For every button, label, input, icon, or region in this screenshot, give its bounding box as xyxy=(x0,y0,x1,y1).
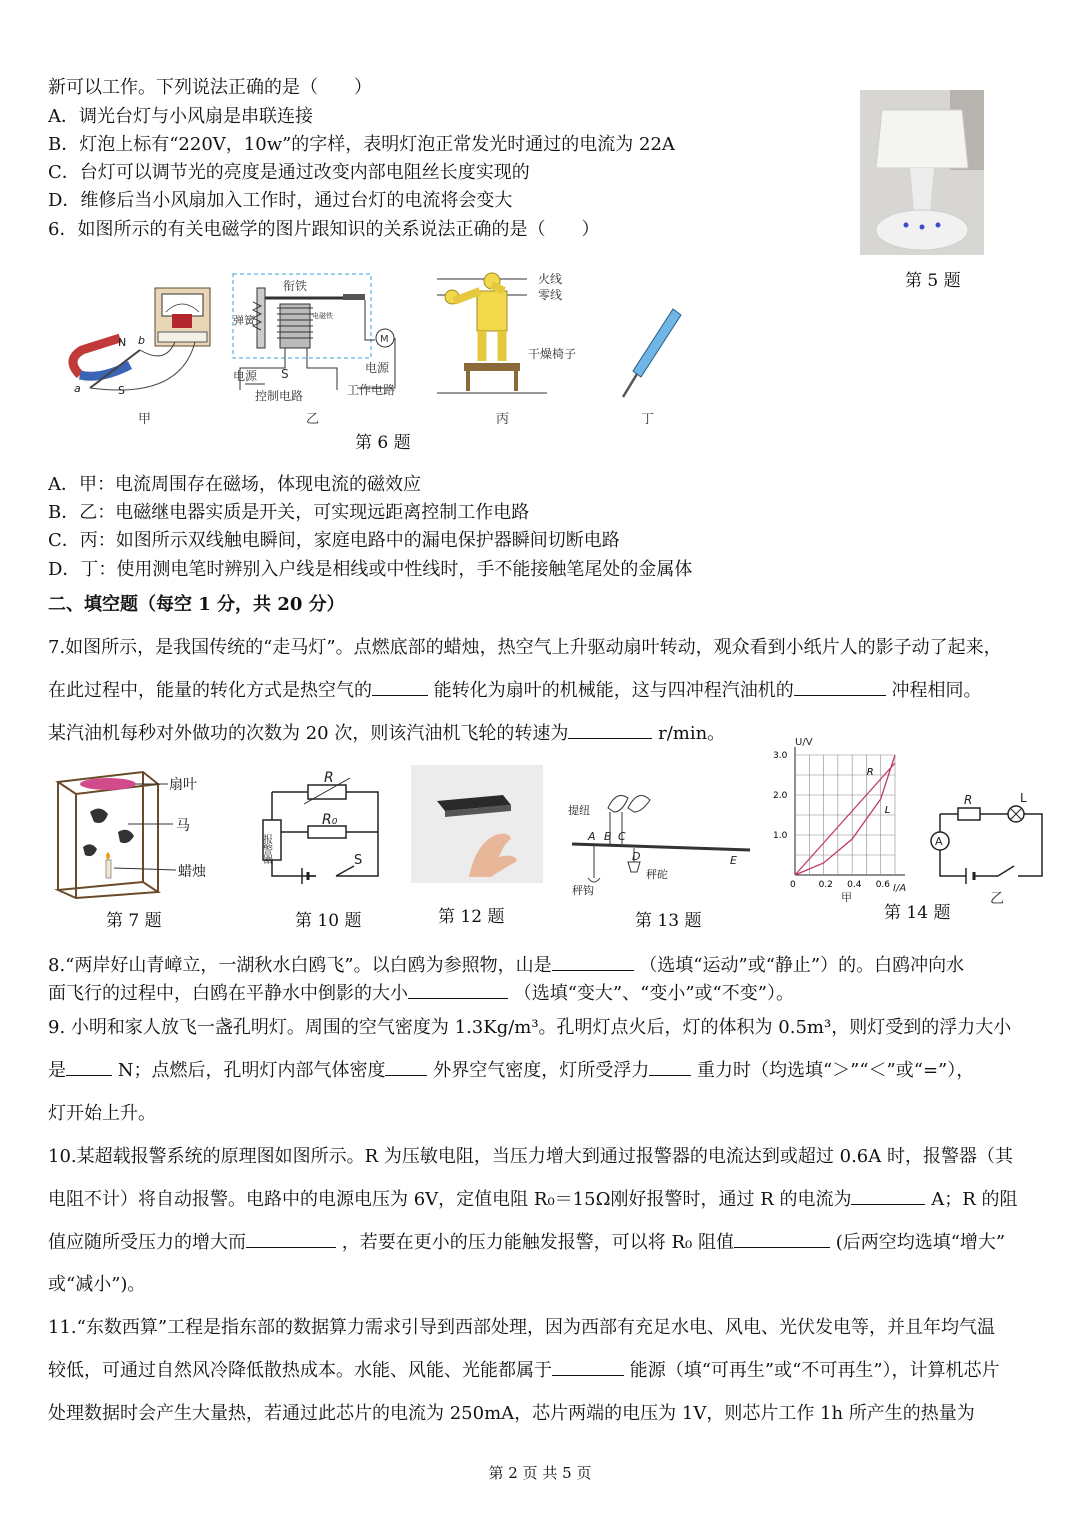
q13-b-label: B xyxy=(604,830,612,843)
q13-caption: 第 13 题 xyxy=(635,911,702,931)
yi-motor-label: M xyxy=(380,334,389,345)
fig-jia-label: 甲 xyxy=(138,412,152,427)
q10-line4: 或“减小”)。 xyxy=(48,1274,146,1295)
fig-jia xyxy=(60,280,220,405)
q14-y-tick: 2.0 xyxy=(773,791,788,801)
q14-x-tick: 0.6 xyxy=(875,880,891,890)
q9-blank-1[interactable] xyxy=(66,1057,112,1076)
fig-q10-circuit xyxy=(258,768,398,896)
fig-ding-label: 丁 xyxy=(641,412,655,427)
q13-c-label: C xyxy=(618,830,626,843)
yi-armature-label: 衔铁 xyxy=(283,279,308,293)
q10-r-label: R xyxy=(324,770,334,786)
q8-line2: 面飞行的过程中，白鸥在平静水中倒影的大小 （选填“变大”、“变小”或“不变”）。 xyxy=(48,980,794,1008)
q11-line2: 较低，可通过自然风冷降低散热成本。水能、风能、光能都属于 能源（填“可再生”或“不可再生”），计算机芯片 xyxy=(48,1357,1000,1385)
lamp-photo xyxy=(860,90,984,255)
q14-series-label-R: R xyxy=(866,767,874,778)
q9-line3: 灯开始上升。 xyxy=(48,1103,156,1124)
q8-blank-1[interactable] xyxy=(552,952,634,971)
fig-yi-label: 乙 xyxy=(306,412,320,427)
fig-q12-photo xyxy=(411,765,543,883)
q5-stem-tail: 新可以工作。下列说法正确的是（ ） xyxy=(48,77,372,98)
q14-circuit-a-label: A xyxy=(935,835,943,848)
yi-spring-label: 弹簧 xyxy=(233,314,255,327)
q14-series-label-L: L xyxy=(884,805,891,816)
q10-s-label: S xyxy=(354,853,363,868)
q7-line2: 在此过程中，能量的转化方式是热空气的 能转化为扇叶的机械能，这与四冲程汽油机的 冲程相同。 xyxy=(48,677,981,705)
q14-y-tick: 1.0 xyxy=(773,831,788,841)
jia-b-label: b xyxy=(138,334,145,347)
jia-a-label: a xyxy=(74,382,81,395)
q14-ylabel: U/V xyxy=(795,737,813,748)
q10-blank-2[interactable] xyxy=(246,1229,336,1248)
q10-blank-1[interactable] xyxy=(851,1186,925,1205)
q6-option-d: D．丁：使用测电笔时辨别入户线是相线或中性线时，手不能接触笔尾处的金属体 xyxy=(48,559,693,580)
q7-line3: 某汽油机每秒对外做功的次数为 20 次，则该汽油机飞轮的转速为 r/min。 xyxy=(48,720,725,748)
q7-blank-3[interactable] xyxy=(568,720,652,739)
fig-q14-circuit xyxy=(922,790,1050,890)
q10-caption: 第 10 题 xyxy=(295,911,362,931)
q7-blank-1[interactable] xyxy=(372,677,428,696)
q5-option-b: B．灯泡上标有“220V，10w”的字样，表明灯泡正常发光时通过的电流为 22A xyxy=(48,134,675,155)
q10-line3: 值应随所受压力的增大而 ，若要在更小的压力能触发报警，可以将 R₀ 阻值 (后两空均选填“增大” xyxy=(48,1229,1005,1257)
q11-line3: 处理数据时会产生大量热，若通过此芯片的电流为 250mA，芯片两端的电压为 1V，则芯片工作 1h 所产生的热量为 xyxy=(48,1403,975,1424)
q9-line2: 是 N；点燃后，孔明灯内部气体密度 外界空气密度，灯所受浮力 重力时（均选填“＞”“＜”或“=”）， xyxy=(48,1057,974,1085)
q14-caption: 第 14 题 xyxy=(884,903,951,923)
jia-n-label: N xyxy=(118,336,127,349)
jia-s-label: S xyxy=(118,384,125,397)
q7-caption: 第 7 题 xyxy=(106,911,162,931)
q13-weight-label: 秤砣 xyxy=(646,868,668,881)
q6-caption: 第 6 题 xyxy=(355,433,411,453)
q14-circuit-r-label: R xyxy=(964,793,973,807)
bing-neutral-label: 零线 xyxy=(538,288,563,302)
yi-switch-label: S xyxy=(281,367,289,381)
fig-q14-chart xyxy=(765,735,915,903)
q5-option-a: A．调光台灯与小风扇是串联连接 xyxy=(48,106,313,127)
q7-candle-label: 蜡烛 xyxy=(178,864,206,880)
fig-q13-steelyard xyxy=(560,768,755,898)
q6-stem: 6．如图所示的有关电磁学的图片跟知识的关系说法正确的是（ ） xyxy=(48,219,600,240)
q14-x-tick: 0 xyxy=(790,880,796,890)
q14-y-tick: 3.0 xyxy=(773,751,788,761)
fig-bing-label: 丙 xyxy=(496,412,510,427)
fig-yi xyxy=(225,272,415,407)
fig-ding xyxy=(615,305,685,400)
yi-work-label: 工作电路 xyxy=(347,383,396,397)
bing-chair-label: 干燥椅子 xyxy=(528,347,577,361)
q9-blank-2[interactable] xyxy=(385,1057,427,1076)
q10-line2: 电阻不计）将自动报警。电路中的电源电压为 6V，定值电阻 R₀＝15Ω刚好报警时，通过 R 的电流为 A；R 的阻 xyxy=(48,1186,1018,1214)
q9-line1: 9. 小明和家人放飞一盏孔明灯。周围的空气密度为 1.3Kg/m³。孔明灯点火后，灯的体积为 0.5m³，则灯受到的浮力大小 xyxy=(48,1017,1012,1038)
q13-e-label: E xyxy=(730,854,737,867)
q7-line1: 7.如图所示，是我国传统的“走马灯”。点燃底部的蜡烛，热空气上升驱动扇叶转动，观众看到小纸片人的影子动了起来， xyxy=(48,637,1002,658)
q5-option-d: D．维修后当小风扇加入工作时，通过台灯的电流将会变大 xyxy=(48,190,513,211)
q10-r0-label: R₀ xyxy=(322,812,338,828)
yi-power2-label: 电源 xyxy=(365,361,390,375)
q6-option-b: B．乙：电磁继电器实质是开关，可实现远距离控制工作电路 xyxy=(48,502,530,523)
q6-option-a: A．甲：电流周围存在磁场，体现电流的磁效应 xyxy=(48,474,421,495)
q8-line1: 8.“两岸好山青嶂立，一湖秋水白鸥飞”。以白鸥为参照物，山是 （选填“运动”或“静止”）的。白鸥冲向水 xyxy=(48,952,964,980)
q14-yi-label: 乙 xyxy=(990,891,1004,907)
q5-option-c: C．台灯可以调节光的亮度是通过改变内部电阻丝长度实现的 xyxy=(48,162,530,183)
q14-jia-label: 甲 xyxy=(841,891,852,903)
section-title: 二、填空题（每空 1 分，共 20 分） xyxy=(48,594,345,615)
q10-line1: 10.某超载报警系统的原理图如图所示。R 为压敏电阻，当压力增大到通过报警器的电流达到或超过 0.6A 时，报警器（其 xyxy=(48,1146,1013,1167)
q7-horse-label: 马 xyxy=(176,818,190,834)
yi-control-label: 控制电路 xyxy=(255,389,304,403)
q6-option-c: C．丙：如图所示双线触电瞬间，家庭电路中的漏电保护器瞬间切断电路 xyxy=(48,530,620,551)
fig-q7-lantern xyxy=(48,762,228,902)
q8-blank-2[interactable] xyxy=(408,980,508,999)
q14-xlabel: I/A xyxy=(893,883,907,894)
yi-power1-label: 电源 xyxy=(233,369,258,383)
q7-fan-label: 扇叶 xyxy=(169,777,197,793)
q11-line1: 11.“东数西算”工程是指东部的数据算力需求引导到西部处理，因为西部有充足水电、风电、光伏发电等，并且年均气温 xyxy=(48,1317,996,1338)
q13-hook-label: 秤钩 xyxy=(572,884,594,897)
q12-caption: 第 12 题 xyxy=(438,907,505,927)
q13-lift-label: 提纽 xyxy=(568,804,590,817)
q14-x-tick: 0.4 xyxy=(847,880,862,890)
q10-blank-3[interactable] xyxy=(734,1229,830,1248)
q13-d-label: D xyxy=(632,850,641,863)
fig-bing xyxy=(432,265,592,405)
q10-alarm-label: 报警器 xyxy=(260,834,272,864)
q14-circuit-l-label: L xyxy=(1020,791,1027,805)
q13-a-label: A xyxy=(588,830,596,843)
q5-caption: 第 5 题 xyxy=(905,271,961,291)
bing-live-label: 火线 xyxy=(538,272,563,286)
yi-magnet-label: 电磁铁 xyxy=(312,312,333,320)
q14-series-R xyxy=(795,763,895,875)
page-footer: 第 2 页 共 5 页 xyxy=(488,1464,592,1482)
q7-blank-2[interactable] xyxy=(794,677,886,696)
q14-x-tick: 0.2 xyxy=(818,880,833,890)
q11-blank-1[interactable] xyxy=(552,1357,624,1376)
q9-blank-3[interactable] xyxy=(649,1057,691,1076)
